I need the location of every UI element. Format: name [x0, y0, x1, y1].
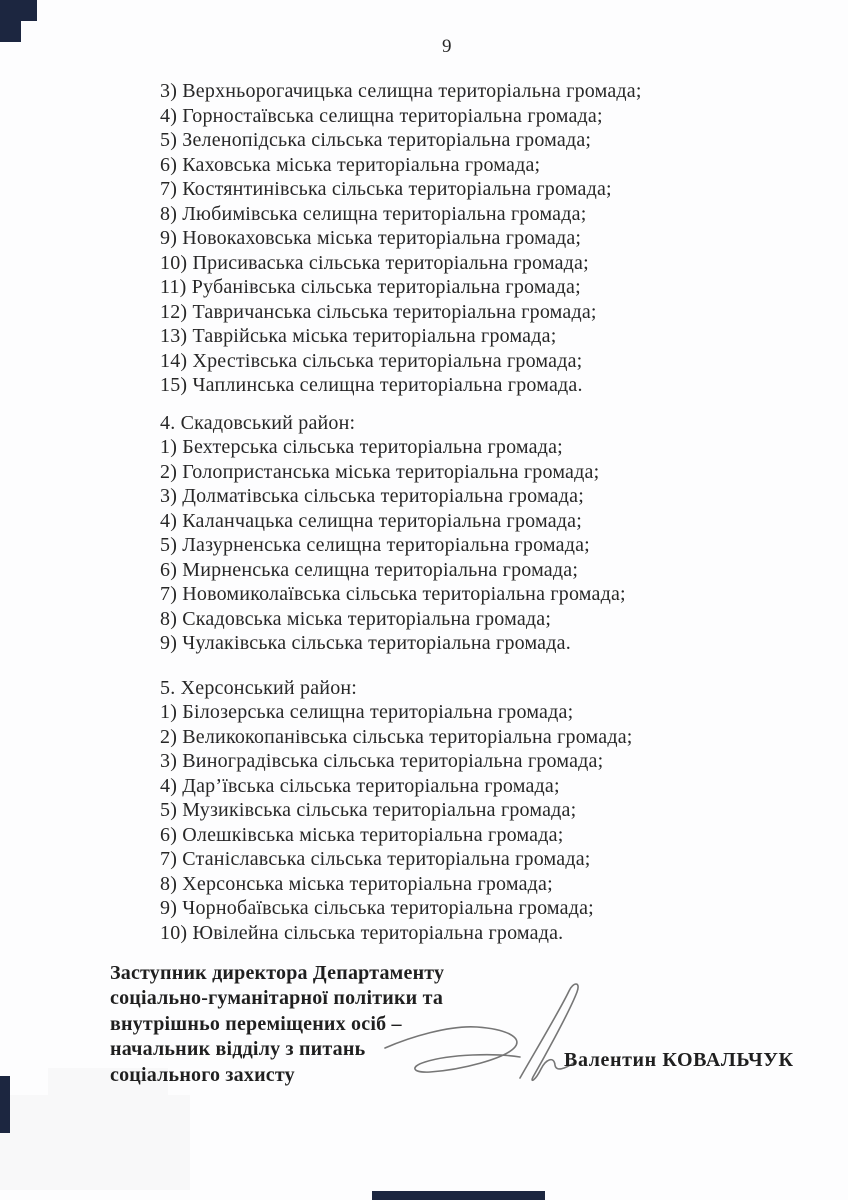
list-item: 6) Мирненська селищна територіальна громада;	[160, 558, 579, 581]
signatory-title-line: начальник відділу з питань	[110, 1038, 366, 1061]
scan-artifact-bottom-edge	[372, 1191, 545, 1200]
list-item: 1) Бехтерська сільська територіальна громада;	[160, 436, 563, 458]
scan-artifact-left-edge	[0, 1076, 10, 1133]
list-item: 2) Великокопанівська сільська територіальна громада;	[160, 725, 633, 748]
list-item: 5) Лазурненська селищна територіальна громада;	[160, 534, 590, 556]
list-item: 7) Новомиколаївська сільська територіальна громада;	[160, 583, 626, 605]
list-item: 2) Голопристанська міська територіальна громада;	[160, 460, 600, 483]
handwritten-signature-icon	[365, 975, 595, 1100]
list-item: 11) Рубанівська сільська територіальна громада;	[160, 276, 581, 298]
list-item: 9) Чулаківська сільська територіальна громада.	[160, 632, 571, 654]
list-item: 8) Скадовська міська територіальна громада;	[160, 607, 552, 630]
scan-shading	[0, 1095, 190, 1190]
list-item: 10) Ювілейна сільська територіальна громада.	[160, 921, 564, 944]
page-number: 9	[442, 36, 452, 57]
section-spacer	[160, 398, 642, 411]
list-item: 10) Присиваська сільська територіальна громада;	[160, 251, 589, 274]
document-body	[160, 79, 642, 945]
list-item: 12) Тавричанська сільська територіальна громада;	[160, 300, 597, 323]
signatory-title-line: соціального захисту	[110, 1063, 295, 1086]
list-item: 1) Білозерська селищна територіальна громада;	[160, 701, 574, 723]
list-item: 5) Музиківська сільська територіальна громада;	[160, 799, 577, 821]
list-item: 14) Хрестівська сільська територіальна громада;	[160, 349, 583, 372]
list-item: 9) Новокаховська міська територіальна громада;	[160, 227, 582, 249]
list-item: 7) Станіславська сільська територіальна громада;	[160, 848, 591, 870]
list-item: 8) Любимівська селищна територіальна громада;	[160, 202, 587, 225]
list-item: 4) Каланчацька селищна територіальна громада;	[160, 509, 582, 532]
list-item: 5) Зеленопідська сільська територіальна громада;	[160, 129, 592, 151]
list-item: 8) Херсонська міська територіальна громада;	[160, 872, 553, 895]
list-item: 7) Костянтинівська сільська територіальна громада;	[160, 178, 612, 200]
list-item: 9) Чорнобаївська сільська територіальна громада;	[160, 897, 594, 919]
section-title-khersonskyi: 5. Херсонський район:	[160, 676, 358, 699]
list-item: 13) Таврійська міська територіальна громада;	[160, 325, 557, 347]
signatory-title-line: Заступник директора Департаменту	[110, 962, 445, 984]
section-spacer	[160, 656, 642, 669]
list-item: 4) Дар’ївська сільська територіальна громада;	[160, 774, 560, 797]
list-item: 3) Долматівська сільська територіальна громада;	[160, 485, 584, 507]
signatory-title-line: соціально-гуманітарної політики та	[110, 987, 444, 1010]
signatory-title-line: внутрішньо переміщених осіб –	[110, 1012, 402, 1035]
signatory-name: Валентин КОВАЛЬЧУК	[564, 1049, 794, 1071]
section-spacer	[160, 669, 642, 676]
list-item: 6) Олешківська міська територіальна громада;	[160, 823, 564, 846]
list-item: 3) Виноградівська сільська територіальна громада;	[160, 750, 604, 772]
section-title-skadovskyi: 4. Скадовський район:	[160, 411, 356, 434]
list-item: 6) Каховська міська територіальна громада;	[160, 153, 541, 176]
list-item: 4) Горностаївська селищна територіальна громада;	[160, 104, 603, 127]
scan-artifact-top-left	[0, 0, 21, 42]
list-item: 3) Верхньорогачицька селищна територіальна громада;	[160, 80, 642, 102]
list-item: 15) Чаплинська селищна територіальна громада.	[160, 374, 583, 396]
